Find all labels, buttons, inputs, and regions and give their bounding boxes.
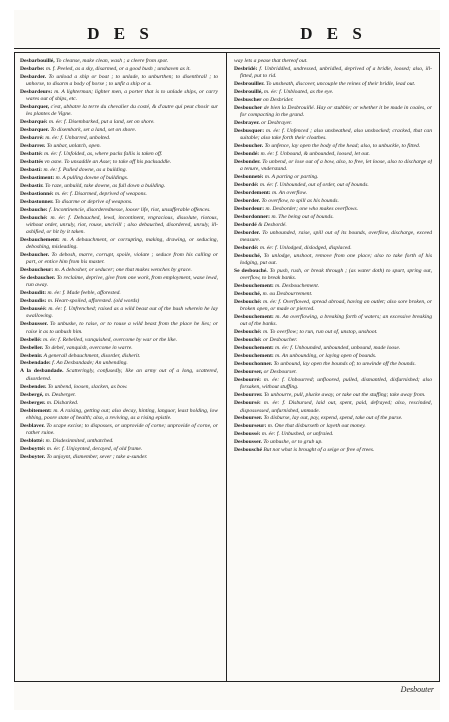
dictionary-entry	[234, 206, 432, 213]
dictionary-entry	[234, 81, 432, 88]
entry-gloss: To unbuske, to raise, or to rouse a wild beast from the place he lies; or raise it as to unbush him.	[26, 321, 218, 335]
dictionary-entry	[234, 299, 432, 313]
dictionary-entry	[234, 97, 432, 104]
dictionary-entry	[20, 135, 218, 142]
dictionary-entry	[20, 298, 218, 305]
entry-gloss: m. Heart-spoiled, afforested. (old words)	[46, 298, 140, 305]
entry-gloss: To unbushe, or to grub up.	[261, 439, 323, 446]
entry-gloss: m. A debauchment, or corrupting, making, drawing, or seducing, deboshing, misleading.	[26, 237, 218, 251]
entry-gloss: m. f. Peeled, as a sky, disarmed, or a good bush ; unshaven as it.	[44, 65, 191, 72]
entry-headword: Desbausser.	[20, 321, 48, 328]
entry-gloss: m. ou Desbourrement.	[261, 291, 313, 298]
entry-headword: Desbarquer,	[20, 104, 50, 111]
dictionary-entry	[20, 89, 218, 103]
dictionary-entry	[20, 175, 218, 182]
entry-headword: Desbouchement:	[234, 283, 274, 290]
entry-gloss: m. ée: f. Unlodged, dislodged, displaced.	[258, 245, 352, 252]
header-rule	[14, 48, 440, 49]
dictionary-entry	[20, 143, 218, 150]
entry-headword: A la desbandade.	[20, 368, 64, 375]
entry-headword: Desbarder.	[20, 73, 47, 80]
entry-headword: Desbousser.	[234, 439, 262, 446]
dictionary-entry	[20, 400, 218, 407]
entry-headword: Desbastí:	[20, 167, 43, 174]
entry-headword: Desbouché,	[234, 253, 262, 260]
dictionary-entry	[234, 230, 432, 244]
dictionary-entry	[20, 454, 218, 461]
entry-gloss: To unbounded, raise, spill out of its bounds, overflow, discharge, exceed measure.	[240, 230, 432, 244]
entry-headword: Desbordonner:	[234, 214, 271, 221]
dictionary-entry	[20, 368, 218, 382]
left-column	[20, 58, 218, 676]
entry-gloss: To unsheath, discover, uncouple the reines of their bridle, lead out.	[264, 81, 416, 88]
dictionary-entry	[20, 237, 218, 251]
entry-gloss: m. ée: f. Unbarred, unbolted.	[43, 135, 111, 142]
entry-headword: Desbellé:	[20, 336, 42, 343]
entry-gloss: m. Disbarked.	[45, 399, 79, 406]
entry-gloss: To unbar, unlatch, open.	[45, 143, 101, 150]
entry-headword: Desbarquer.	[20, 127, 50, 134]
dictionary-entry	[20, 104, 218, 118]
entry-gloss: m. One that disburseth or layeth out money.	[266, 423, 366, 430]
dictionary-entry	[234, 245, 432, 252]
dictionary-entry	[234, 198, 432, 205]
dictionary-entry	[20, 290, 218, 297]
entry-headword: Desboytté:	[20, 445, 46, 452]
entry-headword: Desbrouiller.	[234, 81, 265, 88]
dictionary-entry	[234, 439, 432, 446]
entry-headword: Desbendade:	[20, 360, 51, 367]
entry-gloss: m. Desberger.	[43, 391, 76, 398]
dictionary-entry	[20, 66, 218, 73]
dictionary-entry	[234, 214, 432, 221]
entry-headword: Desbouché:	[234, 337, 262, 344]
dictionary-entry	[20, 384, 218, 391]
entry-gloss: m. ée: f. Disembarked, put a land, set on shore.	[47, 119, 155, 126]
entry-gloss: To cleanse, make clean, wash ; a cleere from spot.	[54, 58, 169, 64]
entry-headword: Desbordement:	[234, 190, 271, 197]
dictionary-entry	[234, 353, 432, 360]
dictionary-entry	[234, 143, 432, 150]
entry-gloss: c'est, abbatre la terre du chevalier du costé, & d'autre qui peut chosir sur les plantes de Vigne.	[26, 104, 218, 118]
entry-gloss: m. The being out of bounds.	[270, 214, 334, 221]
entry-headword: Desbatté:	[20, 151, 43, 158]
dictionary-entry	[20, 252, 218, 266]
entry-headword: Desborder.	[234, 198, 261, 205]
running-head-left: D E S	[87, 24, 154, 43]
entry-gloss: m. To overflow; to run, run out of, unstop, unshoot.	[261, 329, 378, 336]
entry-headword: Desbauséé:	[20, 306, 47, 313]
entry-headword: Desbattés	[20, 159, 43, 166]
dictionary-entry	[234, 222, 432, 229]
dictionary-entry	[234, 89, 432, 96]
dictionary-entry	[234, 369, 432, 376]
dictionary-entry	[20, 119, 218, 126]
entry-headword: Desbondé:	[234, 151, 260, 158]
dictionary-entry	[20, 337, 218, 344]
entry-gloss: m. An overflow.	[270, 190, 307, 197]
entry-gloss: or Desbrayer.	[259, 120, 292, 127]
entry-headword: Desbeller.	[20, 344, 44, 351]
dictionary-entry	[20, 446, 218, 453]
entry-headword: Desbordé	[234, 222, 257, 229]
dictionary-entry	[234, 337, 432, 344]
entry-headword: Desbouché:	[234, 299, 262, 306]
entry-gloss: m. A debosher, or seducer; one that makes wenches by grace.	[53, 267, 192, 274]
entry-headword: Desbourré:	[234, 377, 262, 384]
dictionary-entry	[234, 447, 432, 454]
dictionary-entry	[20, 267, 218, 274]
dictionary-entry	[20, 74, 218, 88]
entry-gloss: & Desbordé.	[256, 222, 287, 229]
dictionary-entry	[234, 314, 432, 328]
dictionary-entry	[20, 215, 218, 236]
entry-headword: Desblaver.	[20, 422, 45, 429]
entry-headword: Desboucher.	[234, 143, 264, 150]
dictionary-entry	[20, 360, 218, 367]
dictionary-entry	[234, 151, 432, 158]
dictionary-entry	[234, 159, 432, 173]
dictionary-entry	[234, 253, 432, 267]
entry-gloss: To unbend, or lose out of a bow, also, to free, let loose, also to discharge of a tenure, vnderstand.	[240, 159, 432, 173]
catchword: Desbouter	[400, 685, 434, 694]
entry-gloss: m. ée: f. Disarmed, deprived of weapons.	[53, 191, 147, 198]
entry-gloss: To disburse, lay out, pay, expend, spend, take out of the purse.	[262, 415, 403, 422]
entry-gloss: m. A lighterman; lighter men, a porter that is to unlade ships, or carry wares out of ships, etc.	[26, 89, 218, 103]
entry-headword: Desbastonner.	[20, 199, 54, 206]
entry-gloss: m. ée: f. Overflowed, spread abroad, having an outlet; also sore broken, or broken open, or made or pierced.	[240, 299, 432, 313]
entry-headword: Desbouchement:	[234, 314, 274, 321]
entry-headword: Desbauché:	[20, 215, 48, 222]
entry-headword: Desbouchonner.	[234, 361, 273, 368]
entry-headword: Desbouchement:	[234, 353, 274, 360]
entry-headword: Desboyter.	[20, 453, 46, 460]
entry-headword: Desbourseur:	[234, 423, 267, 430]
dictionary-entry	[234, 392, 432, 399]
entry-headword: Desbarbe:	[20, 65, 45, 72]
entry-headword: Desbousché	[234, 447, 262, 454]
entry-gloss: m. An overflowing, a breaking forth of waters; an excessive breaking out of the banks.	[240, 314, 432, 328]
entry-gloss: To disarme or deprive of weapons.	[53, 199, 133, 206]
dictionary-entry	[234, 105, 432, 119]
entry-gloss: m. ée: f. Disbursed, laid out, spent, paid, defrayed; also, rescinded, dispossessed, unfurnished, unmade.	[240, 400, 432, 414]
entry-headword: Desbauchement:	[20, 237, 60, 244]
entry-gloss: vn asne. To unsaddle an Asse; to take off his packsaddle.	[43, 159, 172, 166]
entry-headword: Desbouché:	[234, 329, 262, 336]
entry-gloss: To unlodge, unshoot, remove from one place; also to take forth of his lodging, put out.	[240, 253, 432, 267]
entry-gloss: m. Disdesinmited, unthatched.	[44, 437, 114, 444]
dictionary-entry	[234, 291, 432, 298]
entry-headword: Desbuscher	[234, 97, 262, 104]
dictionary-entry	[234, 361, 432, 368]
entry-gloss: To unjoynt, dismember, sever ; take a-sunder.	[45, 453, 148, 460]
entry-headword: Desbouché,	[234, 291, 262, 298]
entry-headword: Desbarqué:	[20, 119, 48, 126]
entry-headword: Desbusquer:	[234, 128, 265, 135]
entry-headword: Desbastir.	[20, 183, 44, 190]
entry-headword: Desbaudit:	[20, 290, 47, 297]
dictionary-entry	[234, 431, 432, 438]
entry-gloss: m. An unbounding, or laying open of bounds.	[273, 353, 377, 360]
dictionary-entry	[20, 207, 218, 214]
entry-headword: Desbastionné:	[20, 191, 54, 198]
dictionary-entry	[20, 199, 218, 206]
dictionary-entry	[234, 283, 432, 290]
entry-headword: Se desbouché.	[234, 268, 268, 275]
entry-gloss: To disembark, set a land, set on shore.	[49, 127, 137, 134]
entry-headword: Desbarré:	[20, 135, 44, 142]
dictionary-entry	[234, 423, 432, 430]
dictionary-entry	[20, 167, 218, 174]
entry-headword: Desbaucheur:	[20, 267, 54, 274]
entry-headword: Desbenir.	[20, 352, 43, 359]
dictionary-entry	[234, 329, 432, 336]
entry-headword: Desbrouillé,	[234, 89, 263, 96]
dictionary-entry	[20, 306, 218, 320]
entry-gloss: on Desbrider.	[261, 97, 294, 104]
dictionary-entry	[20, 191, 218, 198]
entry-headword: Desbordeur:	[234, 206, 265, 213]
entry-gloss: f. Incontinencie, disorderednesse, looser life, riot, unsufferable offences.	[47, 207, 211, 214]
entry-headword: Desblotté:	[20, 437, 45, 444]
entry-gloss: m. Desborder; one who makes overflows.	[264, 206, 359, 213]
dictionary-entry	[20, 345, 218, 352]
dictionary-entry	[20, 392, 218, 399]
dictionary-entry	[234, 120, 432, 127]
entry-gloss: To push, rush, or break through ; (as water doth) to spurt, spring out, overflow, to break banks.	[240, 268, 432, 282]
entry-headword: Desbarrer.	[20, 143, 46, 150]
dictionary-entry	[234, 268, 432, 282]
entry-headword: Desbarbouillé,	[20, 58, 55, 64]
entry-headword: Desbridé:	[234, 65, 258, 72]
entry-headword: Desboursé:	[234, 400, 261, 407]
entry-headword: Desbaudis:	[20, 298, 47, 305]
entry-headword: Desbonder.	[234, 159, 261, 166]
entry-gloss: To reclaime, deprive, give from one work, from employment, waxe lewd, run away.	[26, 275, 218, 289]
entry-gloss: m. ée: f. Unbound, & unbounded, loosed, let out.	[259, 151, 370, 158]
entry-gloss: m. Desbouchement.	[273, 283, 320, 290]
right-column	[234, 58, 432, 676]
running-header	[14, 10, 440, 52]
entry-gloss: m. A raising, getting out; also decay, hinting, languor, least holding, low ebbing, poore state of health; also, a reviving, as a rising epistle.	[26, 407, 218, 421]
dictionary-entry	[20, 58, 218, 65]
dictionary-entry	[20, 183, 218, 190]
entry-gloss: To unload a ship or boat ; to unlade, to unburthen; to disenthrall ; to unhorse, to disarm a body of horse ; to unfit a ship or a.	[26, 73, 218, 88]
entry-gloss: m. ée: f. Unfrenched; raised as a wild beast out of the bush wherein he lay swallowing.	[26, 306, 218, 320]
entry-gloss: m. ée: f. Pulled downe, as a building.	[42, 167, 127, 174]
entry-headword: Desbitement:	[20, 407, 52, 414]
dictionary-entry	[234, 128, 432, 142]
entry-gloss: To scape excise; to disposses, or unprovide of corne; unprovide of corne, or rather ruine.	[26, 422, 218, 436]
entry-headword: Desbonneté:	[234, 174, 264, 181]
dictionary-entry	[20, 159, 218, 166]
entry-gloss: m. ée: f. Unbloated, as the eye.	[262, 89, 334, 96]
entry-gloss: m. A parting or parting.	[263, 174, 319, 181]
entry-gloss: To raze, unbuild, take downe, as full down a building.	[43, 183, 166, 190]
running-head-right: D E S	[300, 24, 367, 43]
dictionary-entry	[234, 415, 432, 422]
entry-headword: Desbordé:	[234, 245, 259, 252]
entry-gloss: f. Unbriddled, undressed, unbridled, deprived of a bridle, loosed; also, ill-fitted, put to rid.	[240, 65, 432, 80]
entry-gloss: To debosh, marre, corrupt, spoile, violate ; seduce from his calling or part, or entice him from his master.	[26, 252, 218, 266]
entry-gloss: m. ée: f. Unbushed, or unfraied.	[260, 431, 334, 438]
entry-gloss: m. ée: f. Unfenced ; also unsheathed, also unshocked; cracked, that can suitable; also take forth their cloathes.	[240, 128, 432, 142]
entry-gloss: To unbourre, pull, plucke away, or take out the stuffing; take away from.	[262, 392, 426, 399]
entry-gloss: m. A pulling downe of buildings.	[54, 175, 129, 182]
dictionary-entry	[20, 151, 218, 158]
entry-headword: Desberger.	[20, 399, 46, 406]
dictionary-entry	[234, 400, 432, 414]
dictionary-page	[14, 10, 440, 710]
entry-headword: Desbordé:	[234, 182, 259, 189]
dictionary-entry	[234, 66, 432, 80]
dictionary-entry	[20, 438, 218, 445]
entry-gloss: To unbound, lay open the bounds of; to unwinde off the bounds.	[272, 361, 416, 368]
entry-gloss: A generall debauchment, disorder, disherit.	[42, 352, 141, 359]
dictionary-entry	[20, 321, 218, 335]
dictionary-entry	[234, 377, 432, 391]
dictionary-entry	[20, 127, 218, 134]
dictionary-entry	[234, 190, 432, 197]
entry-gloss: m. ée: f. Unfolded, as, where packs fallis is taken off.	[42, 151, 163, 158]
entry-gloss: To unfence, lay open the body of the head; also, to unbuckle, to fitted.	[263, 143, 421, 150]
entry-gloss: m. ée: f. Unbounded, out of order, out of bounds.	[258, 182, 369, 189]
entry-headword: Desbouchement:	[234, 345, 274, 352]
dictionary-entry	[20, 408, 218, 422]
entry-gloss: f. An Desbandade; An unbending.	[50, 360, 128, 367]
entry-headword: Desbender.	[20, 383, 47, 390]
entry-headword: Desbauche:	[20, 207, 48, 214]
entry-gloss: m. ée: f. Unbourred; unfloored, pulled, dismantled, disfurnished; also forsaken, without stuffing.	[240, 377, 432, 391]
entry-gloss: Scatteringly, confusedly, like an army out of a long, scattered, disordered.	[26, 368, 218, 382]
entry-gloss: m. ée: f. Made feeble, afforested.	[46, 290, 121, 297]
column-divider	[226, 52, 227, 682]
dictionary-entry	[20, 423, 218, 437]
entry-headword: Desbourser.	[234, 415, 263, 422]
entry-headword: Se desbaucher.	[20, 275, 56, 282]
entry-gloss: m. ée: f. Rebelled, vanquished, overcome by war or the like.	[41, 336, 177, 343]
entry-gloss: de bien la Desbrouillé. Hay or stubble; or whether it be made in coales, or for compacting in the grand.	[240, 105, 432, 119]
entry-headword: Desboucher	[234, 105, 263, 112]
dictionary-entry	[234, 174, 432, 181]
entry-headword: Desbourser,	[234, 369, 263, 376]
entry-gloss: m. ée: f. Unjoynted, decayed, of old frame.	[45, 445, 143, 452]
entry-gloss: m. ée: f. Unbounded, unbounded, unbound, made loose.	[273, 345, 401, 352]
dictionary-entry	[234, 345, 432, 352]
entry-headword: Desboussé:	[234, 431, 261, 438]
dictionary-entry	[234, 182, 432, 189]
entry-gloss: way lets a pease that thereof out.	[234, 58, 308, 64]
entry-headword: Desbardeurs:	[20, 89, 53, 96]
entry-headword: Desbergé,	[20, 391, 44, 398]
entry-gloss: or Desboucher.	[261, 337, 298, 344]
entry-gloss: To debel, vanquish, overcome in warre.	[43, 344, 133, 351]
entry-gloss: or Desbourser.	[262, 369, 297, 376]
entry-headword: Desbrayer.	[234, 120, 260, 127]
dictionary-entry	[20, 353, 218, 360]
entry-gloss: To overflow, to spill as his bounds.	[260, 198, 339, 205]
entry-gloss: But not what is brought of a seige or free of trees.	[261, 447, 375, 454]
entry-headword: Desbastiment:	[20, 175, 55, 182]
entry-headword: Desbourrer.	[234, 392, 263, 399]
entry-gloss: m. ée: f. Debauched, lewd, incontinent, vngracious, dissolute, riotous, without order, unruly, riot, rouse, uncivill ; also debauched, disordered, unruly, ill-ashified, or hit by it taken.	[26, 215, 218, 236]
entry-headword: Desbaucher.	[20, 252, 50, 259]
dictionary-entry	[20, 275, 218, 289]
entry-gloss: To unbend, loosen, slacken, as bow.	[46, 383, 128, 390]
entry-headword: Desborder.	[234, 230, 261, 237]
dictionary-entry	[234, 58, 432, 65]
